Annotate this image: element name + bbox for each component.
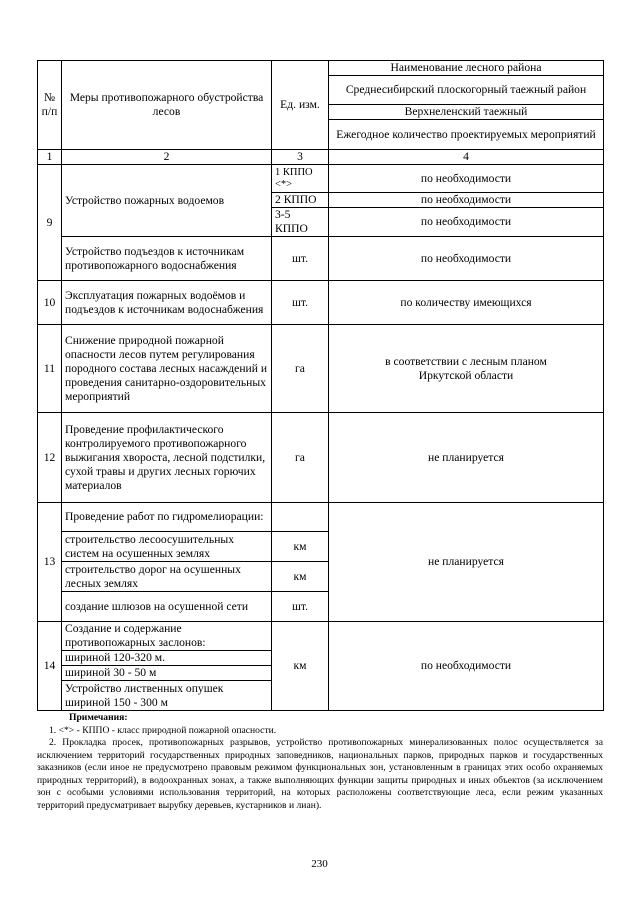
note-1: 1. <*> - КППО - класс природной пожарной опасности. [49, 724, 277, 736]
row-10-text: Эксплуатация пожарных водоёмов и подъездов к источникам водоснабжения [62, 281, 272, 325]
note-2: 2. Прокладка просек, противопожарных разрывов, устройство противопожарных минерализованных полос осуществляется за исключением территорий государственных природных заповедников, национальных парков, природных парков и государственных заказников (если иное не предусмотрено правовым режимом функциональных зон, установленным в границах этих особо охраняемых природных территорий), в водоохранных зонах, а также выполняющих функции защиты природных и иных объектов (за исключением зон с особыми условиями использования территорий, на которых расположены соответствующие леса, если режим указанных территорий предусматривает вырубку деревьев, кустарников и лиан). [37, 737, 603, 811]
row-11-text: Снижение природной пожарной опасности лесов путем регулирования породного состава лесных насаждений и проведения санитарно-оздоровительных мероприятий [62, 325, 272, 413]
row-9-access: Устройство подъездов к источникам противопожарного водоснабжения [62, 237, 272, 281]
row-13-a: строительство лесоосушительных систем на осушенных землях [62, 532, 272, 562]
row-14-text: Создание и содержание противопожарных заслонов: [62, 622, 272, 651]
row-13-b-unit: км [272, 562, 329, 592]
header-unit: Ед. изм. [272, 61, 329, 150]
row-13-b: строительство дорог на осушенных лесных землях [62, 562, 272, 592]
row-11-num: 11 [38, 325, 62, 413]
col-number-1: 1 [38, 150, 62, 165]
notes-title: Примечания: [69, 712, 128, 723]
col-number-2: 2 [62, 150, 272, 165]
col-number-4: 4 [329, 150, 604, 165]
row-13-unit-empty [272, 503, 329, 532]
header-district: Среднесибирский плоскогорный таежный район [329, 76, 604, 105]
row-14-unit: км [272, 622, 329, 711]
row-9-kppo1: 1 КППО <*> [272, 165, 329, 193]
header-num: № п/п [38, 61, 62, 150]
row-9-access-value: по необходимости [329, 237, 604, 281]
row-13-num: 13 [38, 503, 62, 622]
page-number: 230 [311, 858, 328, 870]
header-district-label: Наименование лесного района [329, 61, 604, 76]
row-9-kppo35-value: по необходимости [329, 208, 604, 237]
header-measures: Меры противопожарного обустройства лесов [62, 61, 272, 150]
row-9-kppo35: 3-5 КППО [272, 208, 329, 237]
notes [37, 712, 603, 812]
header-forestry: Верхнеленский таежный [329, 105, 604, 120]
row-9-access-unit: шт. [272, 237, 329, 281]
row-12-text: Проведение профилактического контролируемого противопожарного выжигания хвороста, лесной подстилки, сухой травы и других лесных горючих материалов [62, 413, 272, 503]
fire-measures-table [37, 60, 604, 711]
row-9-kppo1-value: по необходимости [329, 165, 604, 193]
row-9-kppo2: 2 КППО [272, 193, 329, 208]
row-10-num: 10 [38, 281, 62, 325]
row-9-num: 9 [38, 165, 62, 281]
page [37, 60, 603, 812]
row-14-b: шириной 30 - 50 м [62, 666, 272, 681]
row-14-c: Устройство лиственных опушек шириной 150 - 300 м [62, 681, 272, 711]
row-10-value: по количеству имеющихся [329, 281, 604, 325]
row-9-reservoirs: Устройство пожарных водоемов [62, 165, 272, 237]
row-13-value: не планируется [329, 503, 604, 622]
row-13-a-unit: км [272, 532, 329, 562]
row-12-unit: га [272, 413, 329, 503]
row-14-value: по необходимости [329, 622, 604, 711]
row-14-a: шириной 120-320 м. [62, 651, 272, 666]
row-12-value: не планируется [329, 413, 604, 503]
row-12-num: 12 [38, 413, 62, 503]
header-annual: Ежегодное количество проектируемых мероприятий [329, 120, 604, 150]
row-13-text: Проведение работ по гидромелиорации: [62, 503, 272, 532]
row-11-value: в соответствии с лесным планом Иркутской области [329, 325, 604, 413]
row-11-unit: га [272, 325, 329, 413]
row-14-num: 14 [38, 622, 62, 711]
row-9-kppo2-value: по необходимости [329, 193, 604, 208]
row-10-unit: шт. [272, 281, 329, 325]
row-13-c: создание шлюзов на осушенной сети [62, 592, 272, 622]
col-number-3: 3 [272, 150, 329, 165]
row-13-c-unit: шт. [272, 592, 329, 622]
